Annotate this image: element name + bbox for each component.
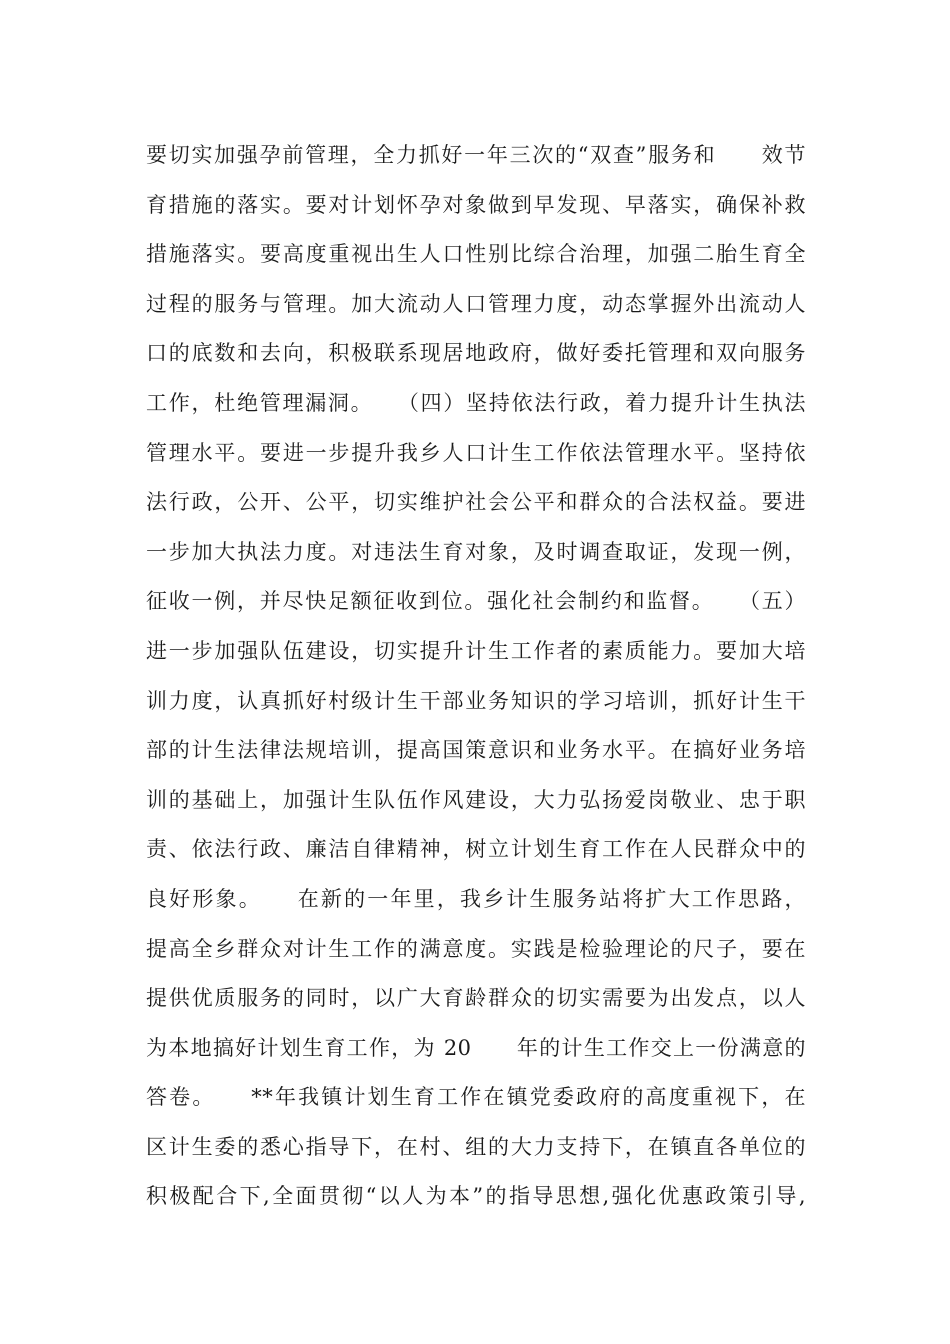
text-line-11: 进一步加强队伍建设，切实提升计生工作者的素质能力。要加大培 <box>146 638 806 663</box>
text-line-1: 要切实加强孕前管理，全力抓好一年三次的“双查”服务和 效节 <box>146 143 806 167</box>
text-line-14: 训的基础上，加强计生队伍作风建设，大力弘扬爱岗敬业、忠于职 <box>146 787 806 812</box>
text-line-15: 责、依法行政、廉洁自律精神，树立计划生育工作在人民群众中的 <box>146 837 806 862</box>
text-line-2: 育措施的落实。要对计划怀孕对象做到早发现、早落实，确保补救 <box>146 192 806 217</box>
text-line-7: 管理水平。要进一步提升我乡人口计生工作依法管理水平。坚持依 <box>146 440 806 465</box>
text-line-21: 区计生委的悉心指导下，在村、组的大力支持下，在镇直各单位的 <box>146 1134 806 1159</box>
text-line-18: 提供优质服务的同时，以广大育龄群众的切实需要为出发点，以人 <box>146 986 806 1011</box>
text-line-22: 积极配合下,全面贯彻“以人为本”的指导思想,强化优惠政策引导, <box>146 1184 806 1209</box>
text-line-9: 一步加大执法力度。对违法生育对象，及时调查取证，发现一例， <box>146 539 806 564</box>
text-line-17: 提高全乡群众对计生工作的满意度。实践是检验理论的尺子，要在 <box>146 936 806 961</box>
text-line-20: 答卷。 **年我镇计划生育工作在镇党委政府的高度重视下，在 <box>146 1085 806 1110</box>
text-line-8: 法行政，公开、公平，切实维护社会公平和群众的合法权益。要进 <box>146 490 806 515</box>
body-text <box>146 131 806 1222</box>
text-line-4: 过程的服务与管理。加大流动人口管理力度，动态掌握外出流动人 <box>146 291 806 316</box>
text-line-13: 部的计生法律法规培训，提高国策意识和业务水平。在搞好业务培 <box>146 738 806 763</box>
text-line-16: 良好形象。 在新的一年里，我乡计生服务站将扩大工作思路， <box>146 886 806 911</box>
text-line-5: 口的底数和去向，积极联系现居地政府，做好委托管理和双向服务 <box>146 341 806 366</box>
text-line-19: 为本地搞好计划生育工作，为 20 年的计生工作交上一份满意的 <box>146 1035 806 1060</box>
text-line-10: 征收一例，并尽快足额征收到位。强化社会制约和监督。 （五） <box>146 589 806 614</box>
text-line-12: 训力度，认真抓好村级计生干部业务知识的学习培训，抓好计生干 <box>146 688 806 713</box>
text-line-6: 工作，杜绝管理漏洞。 （四）坚持依法行政，着力提升计生执法 <box>146 390 806 415</box>
text-line-3: 措施落实。要高度重视出生人口性别比综合治理，加强二胎生育全 <box>146 242 806 267</box>
